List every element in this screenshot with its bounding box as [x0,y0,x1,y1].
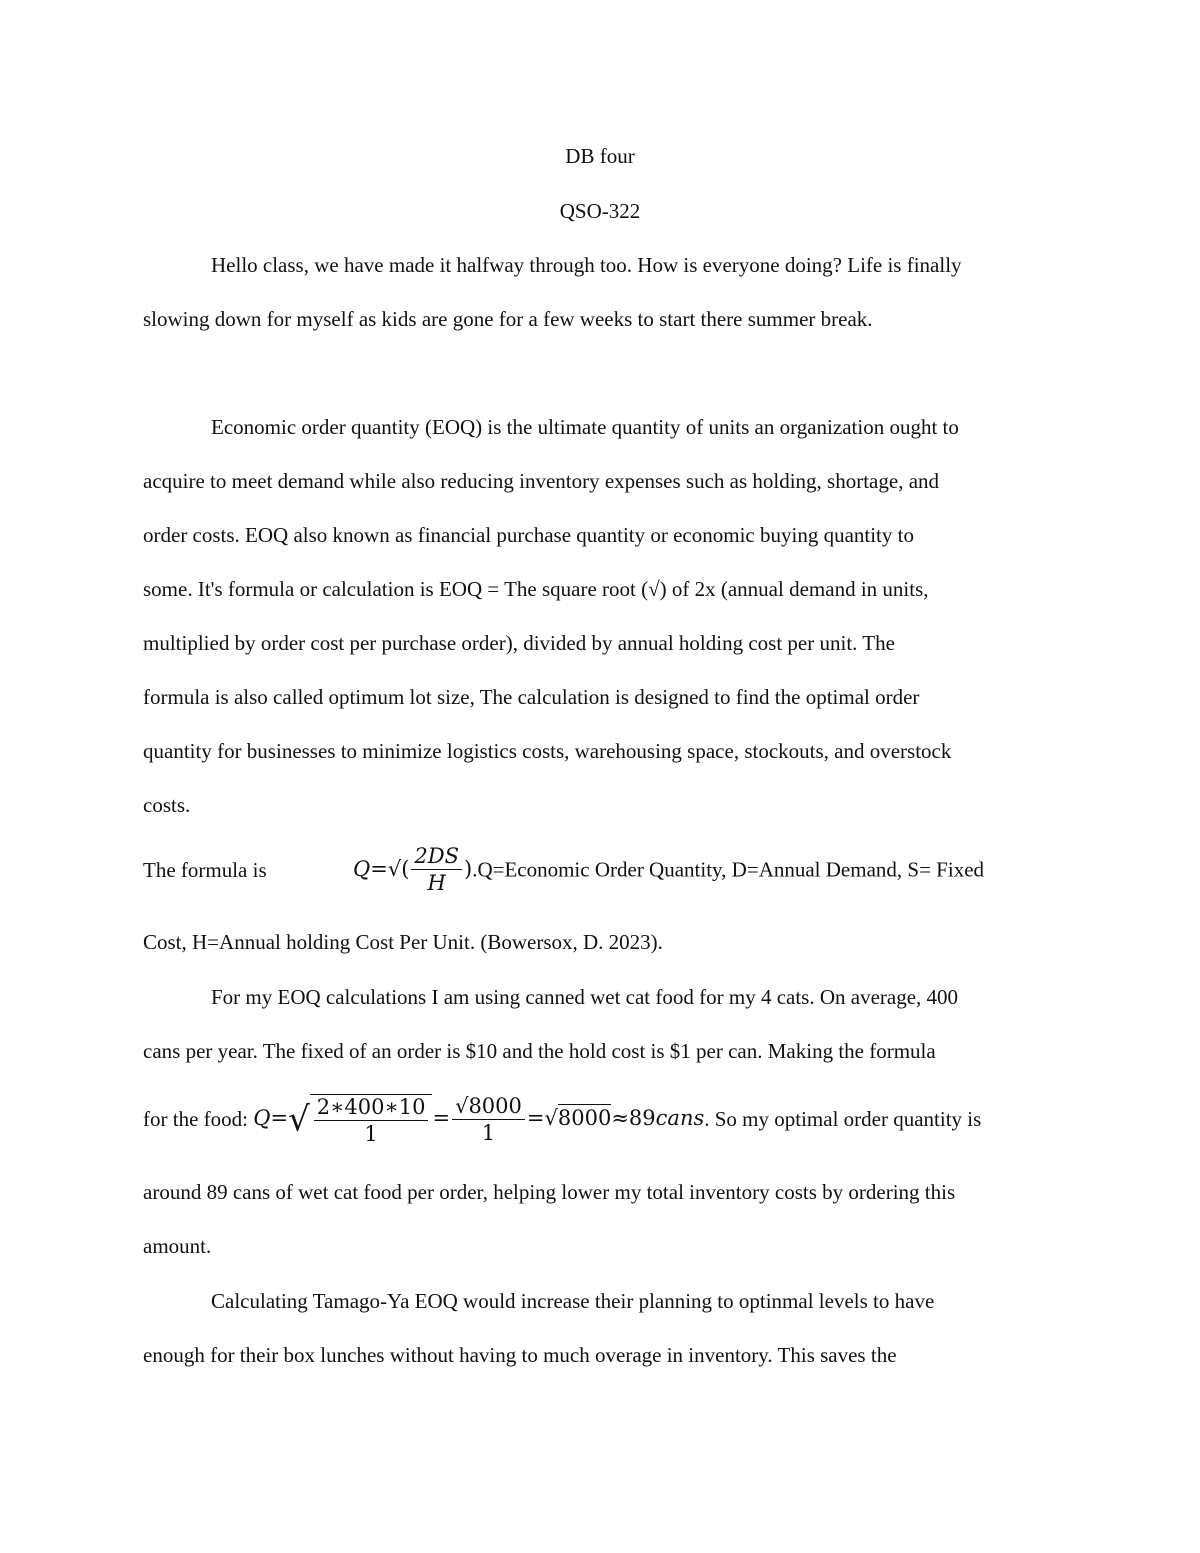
paragraph-line: acquire to meet demand while also reducing inventory expenses such as holding, shortage, and [143,469,940,493]
food-sqrt-value: 8000 [557,1106,612,1130]
food-unit: cans [655,1106,705,1130]
paragraph-line: slowing down for myself as kids are gone for a few weeks to start there summer break. [143,307,873,331]
radical-box [310,1094,433,1145]
paragraph-line: costs. [143,793,191,817]
paragraph-line: Calculating Tamago-Ya EOQ would increase their planning to optinmal levels to have [211,1289,935,1313]
food-fraction-2 [452,1093,525,1145]
paragraph-line: order costs. EOQ also known as financial purchase quantity or economic buying quantity to [143,523,914,547]
formula-lead: The formula is [143,857,267,882]
food-numerator-1: 2∗400∗10 [314,1097,429,1121]
formula-denominator: H [427,871,446,895]
food-approx: ≈89 [611,1106,656,1130]
paragraph-line: some. It's formula or calculation is EOQ = The square root (√) of 2x (annual demand in units, [143,577,929,601]
food-denominator-1: 1 [364,1122,378,1146]
food-q: Q [253,1106,271,1130]
paragraph-line: cans per year. The fixed of an order is $10 and the hold cost is $1 per can. Making the formula [143,1039,936,1063]
formula-numerator: 2DS [411,846,462,870]
paragraph-line: Cost, H=Annual holding Cost Per Unit. (Bowersox, D. 2023). [143,930,663,954]
formula-q: Q [353,856,371,881]
eoq-formula [353,844,473,895]
paragraph-line: multiplied by order cost per purchase order), divided by annual holding cost per unit. The [143,631,895,655]
food-tail: . So my optimal order quantity is [704,1107,982,1131]
formula-line [143,846,984,894]
food-formula [253,1093,705,1146]
paragraph-line: formula is also called optimum lot size, The calculation is designed to find the optimal order [143,685,920,709]
course-code: QSO-322 [559,199,641,223]
document-title: DB four [565,144,635,168]
food-eq: = [270,1106,289,1130]
food-numerator-2: √8000 [452,1096,525,1120]
food-fraction-1 [314,1097,429,1145]
formula-definitions: .Q=Economic Order Quantity, D=Annual Demand, S= Fixed [472,857,985,882]
food-eq-sqrt: =√ [526,1106,558,1130]
formula-close: ) [463,856,473,881]
paragraph-line: For my EOQ calculations I am using canned wet cat food for my 4 cats. On average, 400 [211,985,959,1009]
radical-sign-icon: √ [288,1099,310,1140]
formula-eq-sqrt: =√( [370,856,410,881]
paragraph-line: quantity for businesses to minimize logistics costs, warehousing space, stockouts, and overstock [143,739,952,763]
paragraph-line: amount. [143,1234,212,1258]
paragraph-line: enough for their box lunches without having to much overage in inventory. This saves the [143,1343,897,1367]
food-lead: for the food: [143,1107,254,1131]
paragraph-line: Hello class, we have made it halfway through too. How is everyone doing? Life is finally [211,253,962,277]
food-eq-2: = [432,1106,451,1130]
formula-fraction [411,846,462,894]
paragraph-line: Economic order quantity (EOQ) is the ultimate quantity of units an organization ought to [211,415,959,439]
food-denominator-2: 1 [481,1120,496,1145]
paragraph-line: around 89 cans of wet cat food per order, helping lower my total inventory costs by ordering this [143,1180,956,1204]
food-calculation-line [143,1094,981,1145]
